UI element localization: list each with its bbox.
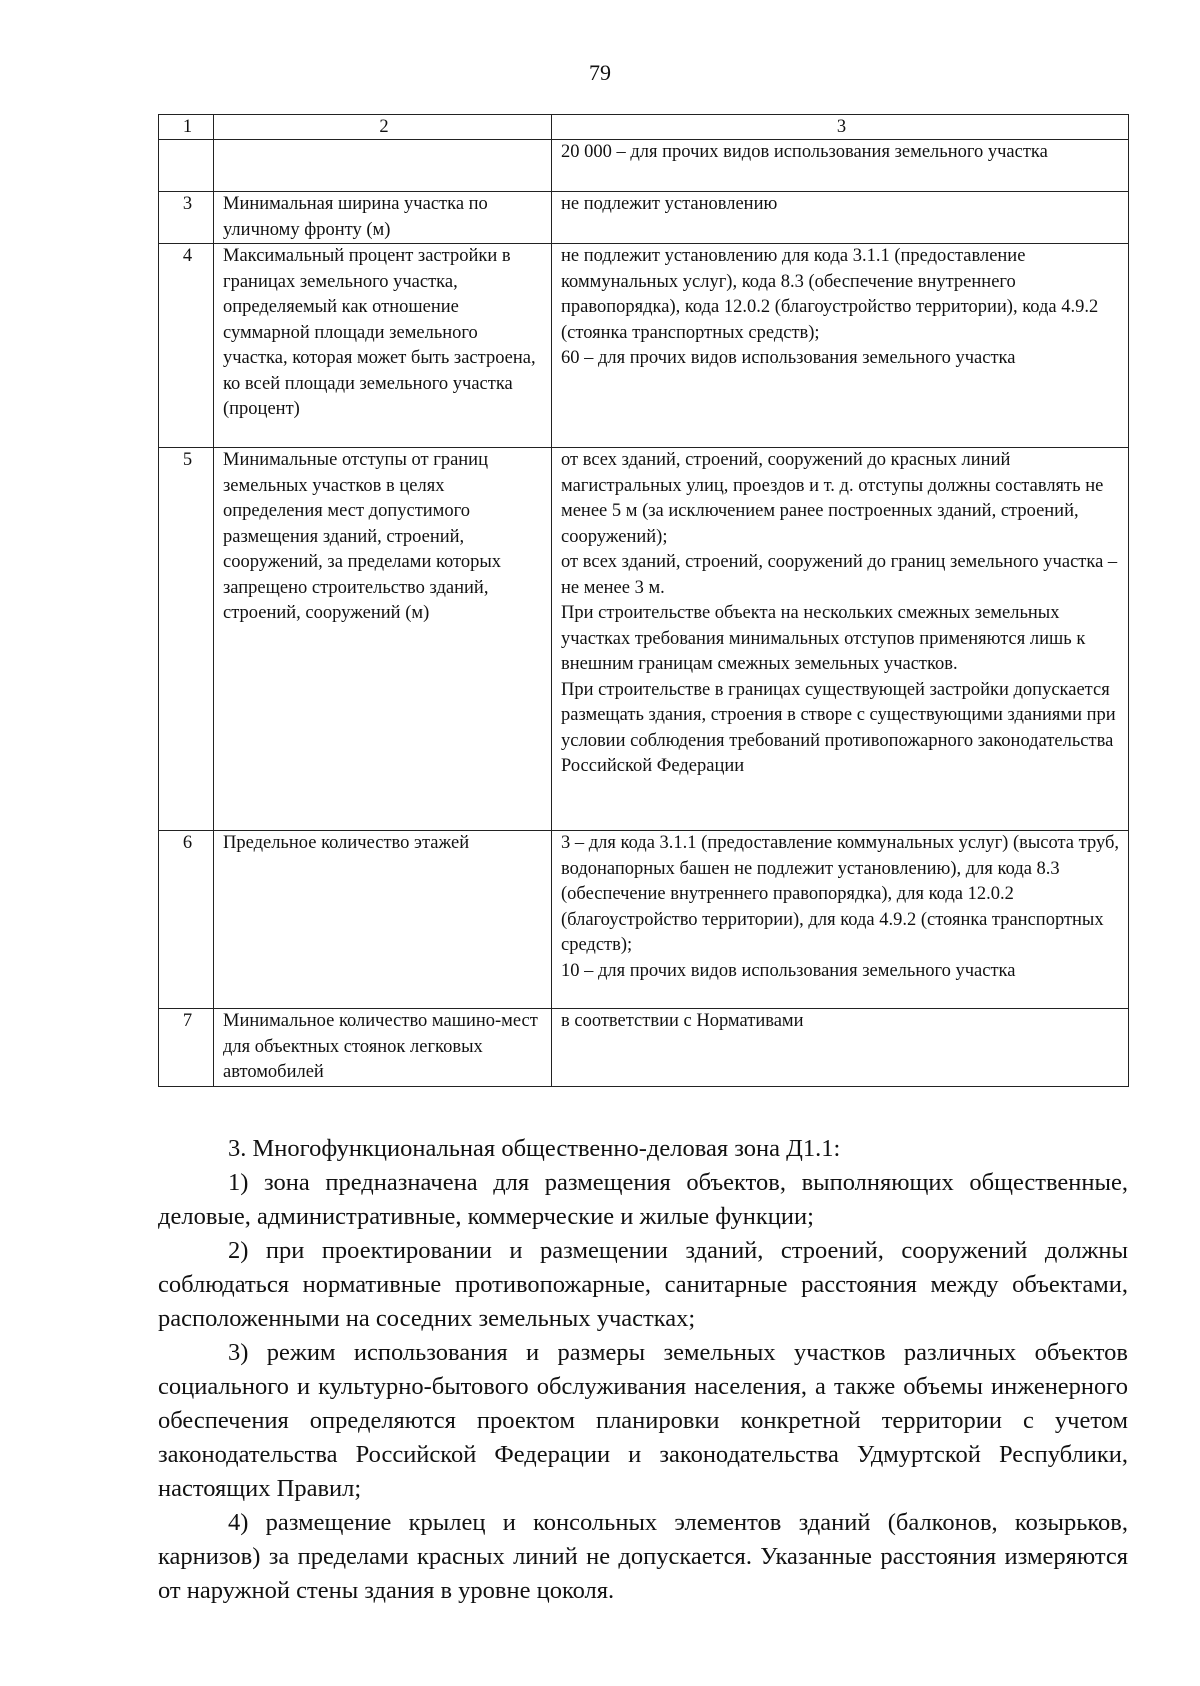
header-cell: 1	[159, 115, 214, 140]
value-cell	[552, 192, 1129, 244]
regulations-table	[158, 114, 1129, 1087]
list-item: 3) режим использования и размеры земельных участков различных объектов социального и культурно-бытового обслуживания населения, а также объемы инженерного обеспечения определяются проектом планировки конкретной территории с учетом законодательства Российской Федерации и законодательства Удмуртской Республики, настоящих Правил;	[158, 1339, 1128, 1502]
section-heading: 3. Многофункциональная общественно-деловая зона Д1.1:	[228, 1135, 841, 1162]
row-number	[159, 140, 214, 192]
value-cell	[552, 244, 1129, 448]
value-cell	[552, 1009, 1129, 1087]
table-row	[159, 192, 1129, 244]
value-text: от всех зданий, строений, сооружений до границ земельного участка – не менее 3 м.	[561, 552, 1118, 598]
table-row	[159, 1009, 1129, 1087]
value-cell	[552, 831, 1129, 1009]
value-text: не подлежит установлению для кода 3.1.1 (предоставление коммунальных услуг), кода 8.3 (обеспечение внутреннего правопорядка), кода 12.0.2 (благоустройство территории), кода 4.9.2 (стоянка транспортных средств);	[561, 246, 1099, 343]
parameter-cell	[214, 140, 552, 192]
row-number: 5	[159, 448, 214, 831]
page-number: 79	[589, 60, 611, 85]
value-text: При строительстве в границах существующей застройки допускается размещать здания, строения в створе с существующими зданиями при условии соблюдения требований противопожарного законодательства Российской Федерации	[561, 679, 1116, 776]
value-text: от всех зданий, строений, сооружений до красных линий магистральных улиц, проездов и т. д. отступы должны составлять не менее 5 м (за исключением ранее построенных зданий, строений, сооружений);	[561, 450, 1104, 547]
value-text: 10 – для прочих видов использования земельного участка	[561, 960, 1016, 981]
zone-description	[158, 1132, 1128, 1608]
list-item: 1) зона предназначена для размещения объектов, выполняющих общественные, деловые, административные, коммерческие и жилые функции;	[158, 1169, 1128, 1230]
value-cell	[552, 140, 1129, 192]
value-text: 60 – для прочих видов использования земельного участка	[561, 348, 1016, 368]
value-text: в соответствии с Нормативами	[561, 1011, 804, 1031]
table-row	[159, 448, 1129, 831]
list-item: 4) размещение крылец и консольных элементов зданий (балконов, козырьков, карнизов) за пределами красных линий не допускается. Указанные расстояния измеряются от наружной стены здания в уровне цоколя.	[158, 1509, 1128, 1604]
value-text: При строительстве объекта на нескольких смежных земельных участках требования минимальных отступов применяются лишь к внешним границам смежных земельных участков.	[561, 603, 1086, 674]
row-number: 3	[159, 192, 214, 244]
value-cell	[552, 448, 1129, 831]
parameter-cell: Минимальное количество машино-мест для объектных стоянок легковых автомобилей	[214, 1009, 552, 1087]
parameter-cell: Предельное количество этажей	[214, 831, 552, 1009]
parameter-cell: Минимальные отступы от границ земельных участков в целях определения мест допустимого размещения зданий, строений, сооружений, за пределами которых запрещено строительство зданий, строений, сооружений (м)	[214, 448, 552, 831]
table-row	[159, 831, 1129, 1009]
value-text: 20 000 – для прочих видов использования земельного участка	[561, 142, 1048, 162]
header-cell: 2	[214, 115, 552, 140]
table-row	[159, 244, 1129, 448]
list-item: 2) при проектировании и размещении зданий, строений, сооружений должны соблюдаться нормативные противопожарные, санитарные расстояния между объектами, расположенными на соседних земельных участках;	[158, 1237, 1128, 1332]
value-text: не подлежит установлению	[561, 194, 778, 214]
parameter-cell: Минимальная ширина участка по уличному фронту (м)	[214, 192, 552, 244]
table-row	[159, 140, 1129, 192]
header-cell: 3	[552, 115, 1129, 140]
row-number: 4	[159, 244, 214, 448]
table-header-row	[159, 115, 1129, 140]
row-number: 6	[159, 831, 214, 1009]
value-text: 3 – для кода 3.1.1 (предоставление коммунальных услуг) (высота труб, водонапорных башен не подлежит установлению), для кода 8.3 (обеспечение внутреннего правопорядка), для кода 12.0.2 (благоустройство территории), для кода 4.9.2 (стоянка транспортных средств);	[561, 833, 1119, 955]
row-number: 7	[159, 1009, 214, 1087]
parameter-cell: Максимальный процент застройки в границах земельного участка, определяемый как отношение суммарной площади земельного участка, которая может быть застроена, ко всей площади земельного участка (процент)	[214, 244, 552, 448]
